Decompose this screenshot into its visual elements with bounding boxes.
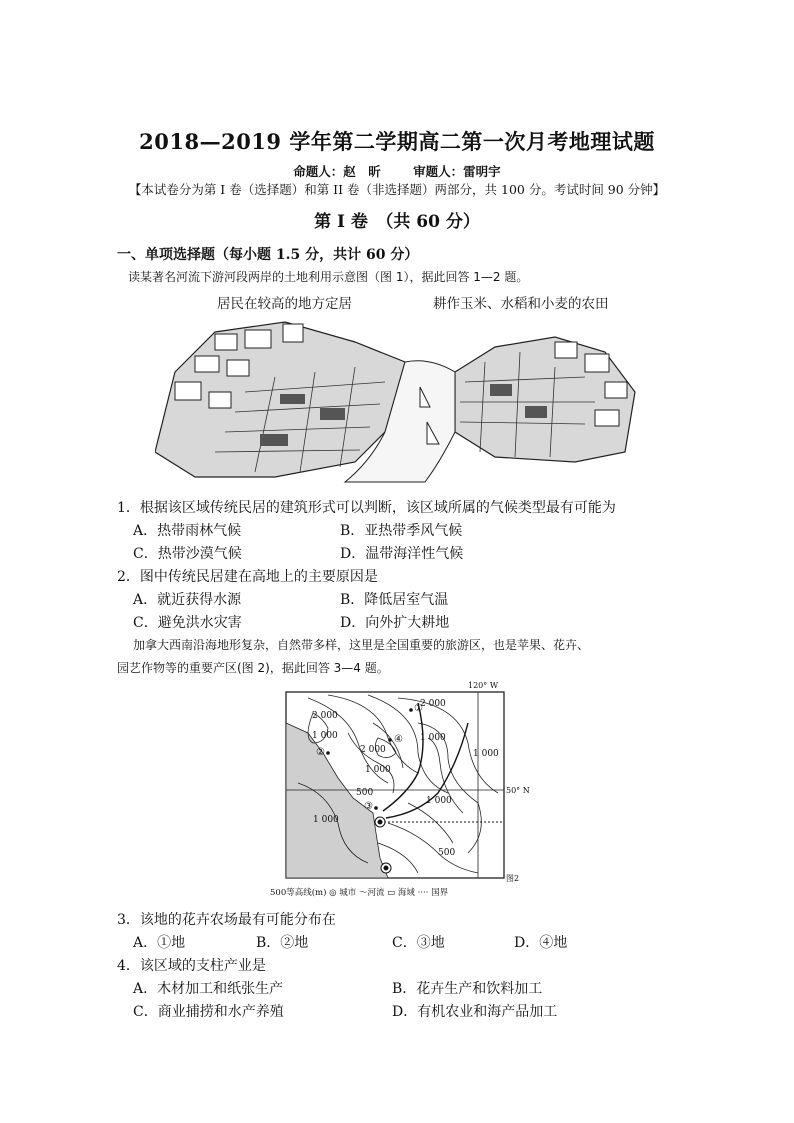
- figure1-drawing: [155, 312, 645, 490]
- q2-option-c[interactable]: C．避免洪水灾害: [133, 615, 242, 631]
- question-3-stem: 3．该地的花卉农场最有可能分布在: [117, 912, 336, 928]
- q2-option-b[interactable]: B．降低居室气温: [340, 592, 449, 608]
- exam-instructions: 【本试卷分为第 I 卷（选择题）和第 II 卷（非选择题）两部分，共 100 分。考试时间 90 分钟】: [128, 182, 666, 197]
- map-lat-label: 50° N: [506, 786, 530, 795]
- part-title: 第 I 卷 （共 60 分）: [314, 212, 480, 232]
- q2-option-a[interactable]: A．就近获得水源: [133, 592, 242, 608]
- question-1-stem: 1．根据该区域传统民居的建筑形式可以判断，该区域所属的气候类型最有可能为: [117, 500, 616, 516]
- figure1-caption-left: 居民在较高的地方定居: [217, 296, 352, 312]
- q1-option-d[interactable]: D．温带海洋性气候: [340, 546, 464, 562]
- map-site-1: ①: [414, 703, 423, 714]
- exam-title: 2018—2019 学年第二学期高二第一次月考地理试题: [139, 129, 655, 154]
- map-legend: 500等高线(m) ◎ 城市 ～河流 ▭ 海域 ···· 国界: [270, 888, 449, 898]
- passage1-intro: 读某著名河流下游河段两岸的土地利用示意图（图 1），据此回答 1—2 题。: [128, 270, 529, 284]
- q1-option-c[interactable]: C．热带沙漠气候: [133, 546, 242, 562]
- map-fig-label: 图2: [506, 874, 520, 883]
- figure1-caption-right: 耕作玉米、水稻和小麦的农田: [433, 296, 609, 312]
- q3-option-b[interactable]: B．②地: [256, 935, 309, 951]
- q3-option-a[interactable]: A．①地: [133, 935, 186, 951]
- q1-option-a[interactable]: A．热带雨林气候: [133, 523, 242, 539]
- map-elev-2000c: 2 000: [360, 745, 386, 755]
- map-elev-1000d: 1 000: [365, 765, 391, 775]
- q4-option-d[interactable]: D．有机农业和海产品加工: [392, 1004, 558, 1020]
- q4-option-c[interactable]: C．商业捕捞和水产养殖: [133, 1004, 284, 1020]
- map-elev-1000-sea: 1 000: [313, 815, 339, 825]
- map-site-3: ③: [364, 801, 373, 812]
- authors-line: [0, 162, 794, 180]
- map-elev-2000b: 2 000: [312, 711, 338, 721]
- q2-option-d[interactable]: D．向外扩大耕地: [340, 615, 450, 631]
- passage2-line1: 加拿大西南沿海地形复杂，自然带多样，这里是全国重要的旅游区，也是苹果、花卉、: [133, 638, 590, 652]
- map-elev-1000e: 1 000: [426, 796, 452, 806]
- figure1-landuse-illustration: [155, 290, 645, 490]
- map-elev-1000b: 1 000: [420, 733, 446, 743]
- passage2-line2: 园艺作物等的重要产区(图 2)，据此回答 3—4 题。: [117, 661, 389, 675]
- question-2-stem: 2．图中传统民居建在高地上的主要原因是: [117, 569, 378, 585]
- map-elev-1000a: 1 000: [312, 731, 338, 741]
- q3-option-d[interactable]: D．④地: [514, 935, 568, 951]
- question-4-stem: 4．该区域的支柱产业是: [117, 958, 266, 974]
- reviewer-label: 审题人：雷明宇: [413, 164, 501, 179]
- map-elev-1000c: 1 000: [473, 749, 499, 759]
- author-label: 命题人：赵 昕: [293, 164, 381, 179]
- q4-option-b[interactable]: B．花卉生产和饮料加工: [392, 981, 543, 997]
- q4-option-a[interactable]: A．木材加工和纸张生产: [133, 981, 284, 997]
- map-site-2: ②: [316, 747, 325, 758]
- map-site-4: ④: [394, 734, 403, 745]
- map-drawing: [268, 683, 530, 903]
- section-title: 一、单项选择题（每小题 1.5 分，共计 60 分）: [117, 247, 419, 263]
- q1-option-b[interactable]: B．亚热带季风气候: [340, 523, 463, 539]
- q3-option-c[interactable]: C．③地: [392, 935, 445, 951]
- map-elev-2000a: 2 000: [420, 699, 446, 709]
- figure2-contour-map: [268, 683, 530, 903]
- map-lon-label: 120° W: [468, 681, 499, 690]
- map-elev-500a: 500: [356, 788, 374, 798]
- map-elev-500b: 500: [438, 848, 456, 858]
